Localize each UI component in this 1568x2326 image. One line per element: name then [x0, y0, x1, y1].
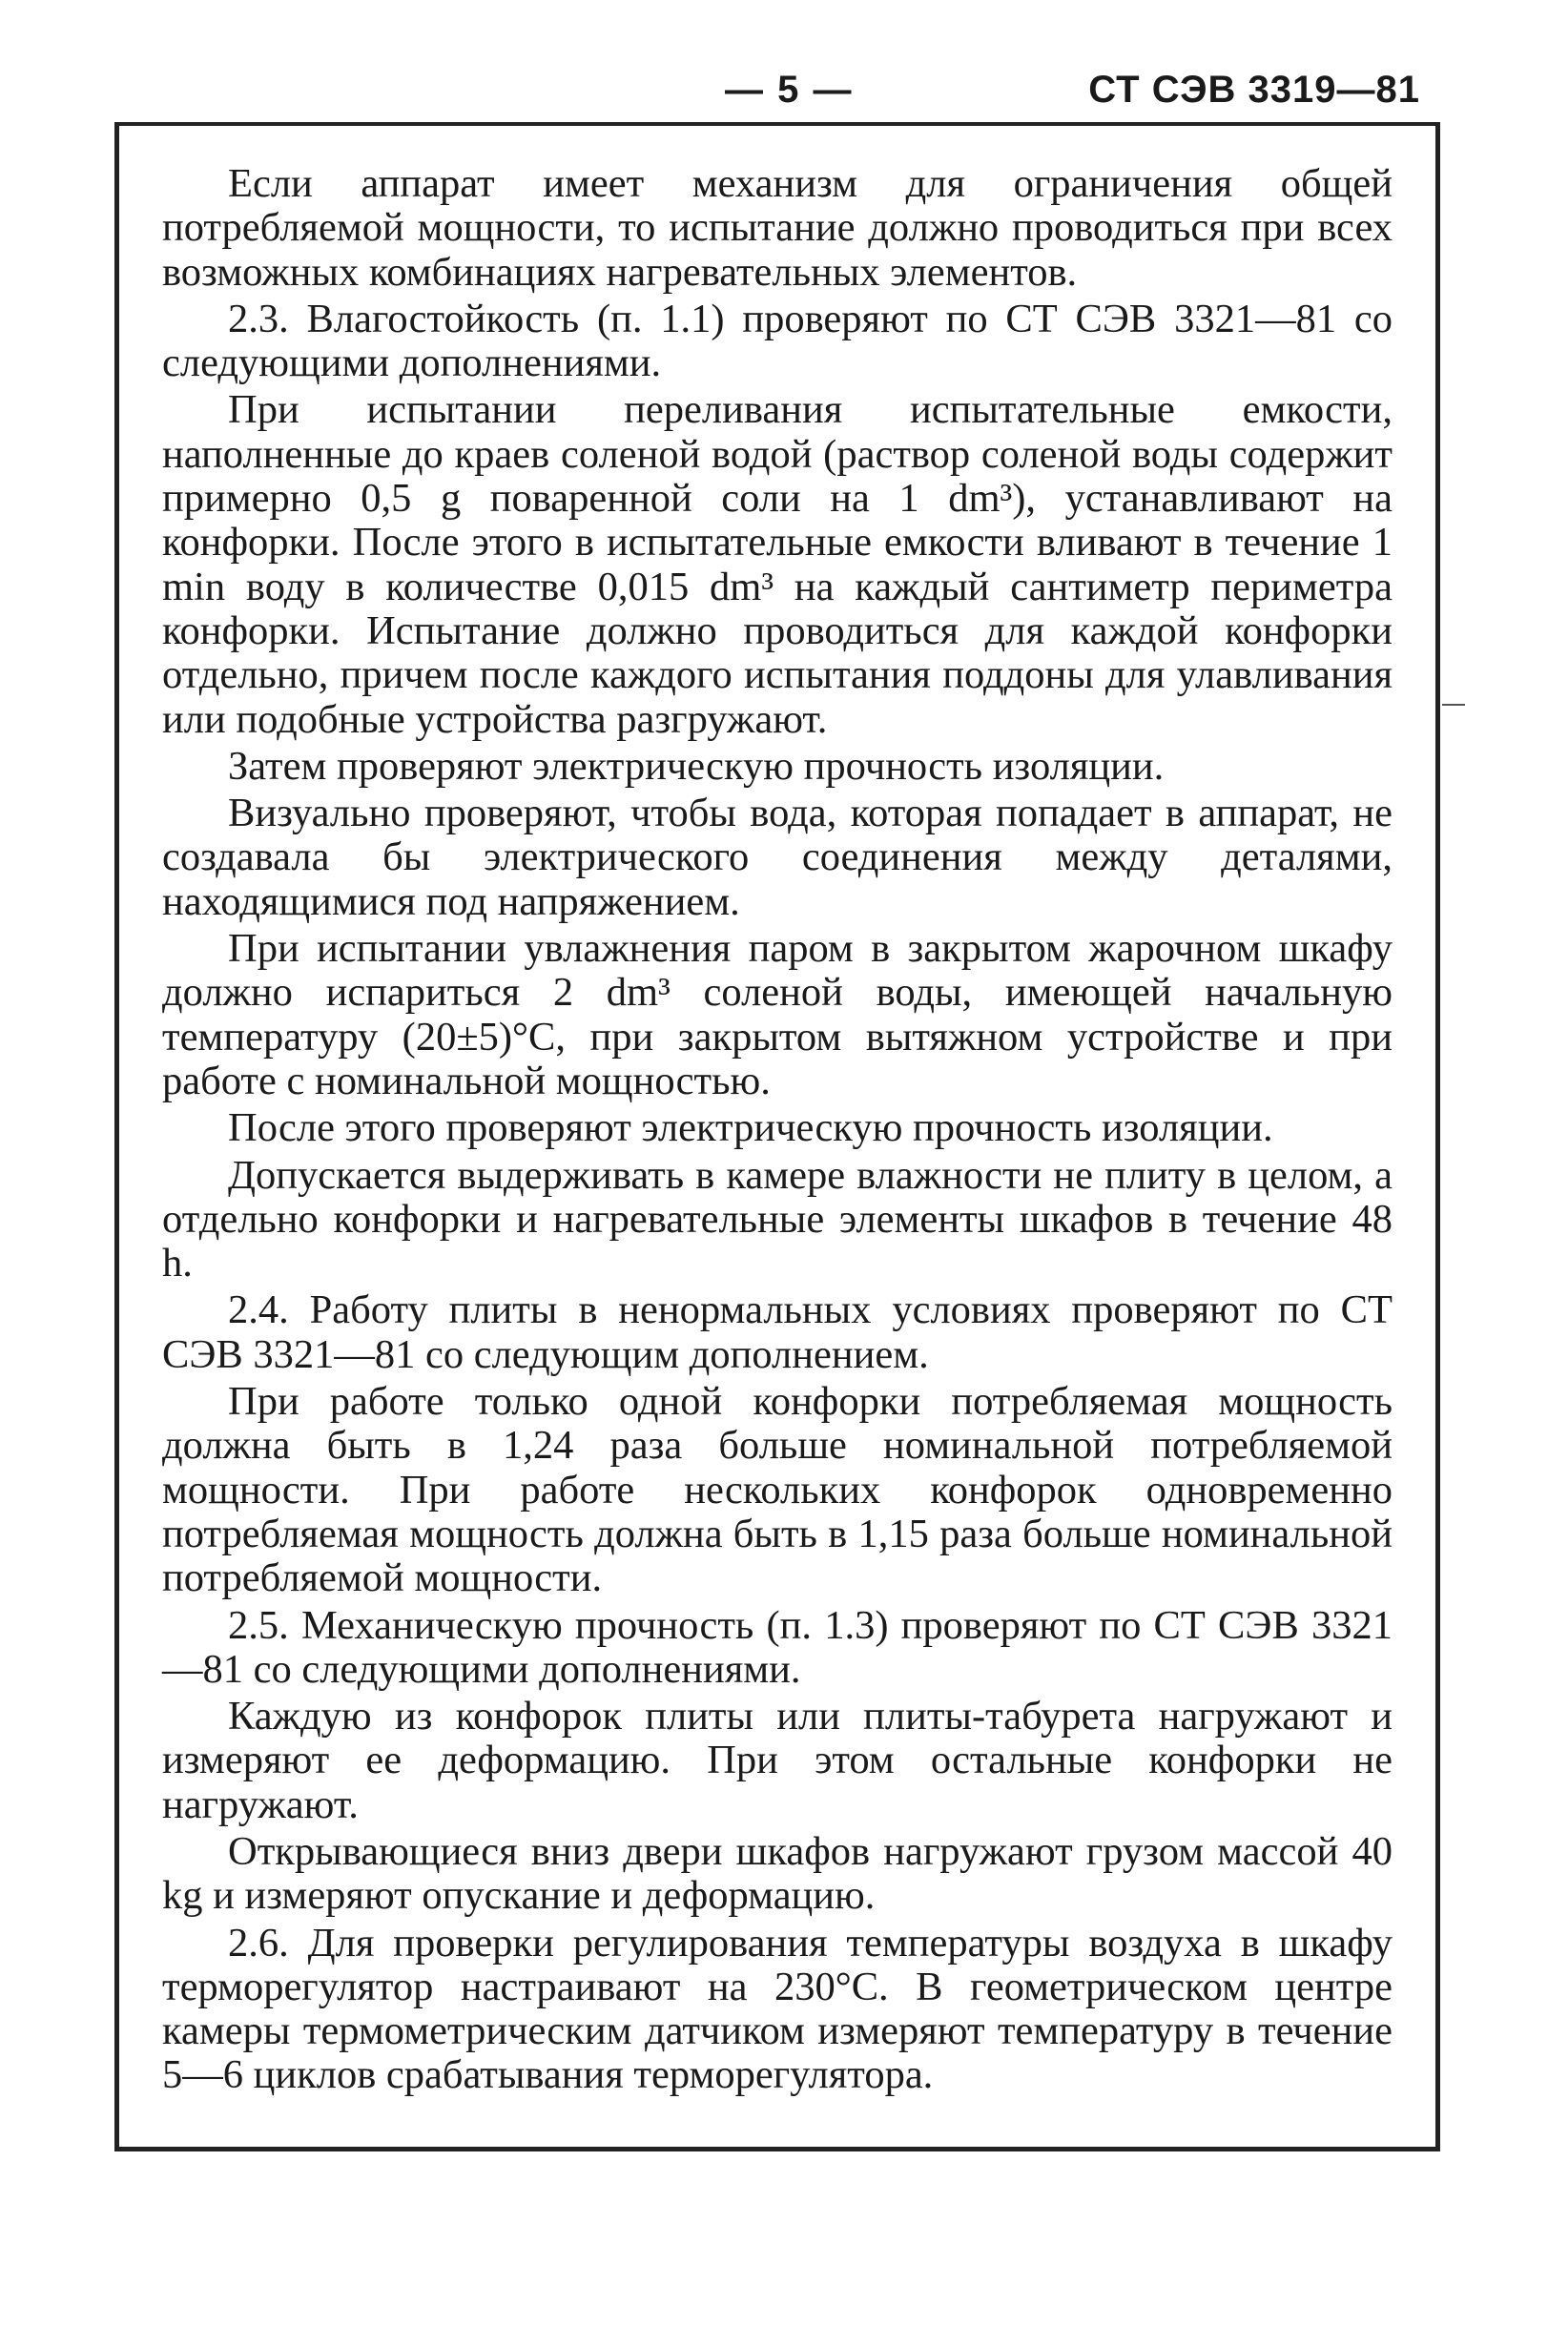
paragraph-2-3: 2.3. Влагостойкость (п. 1.1) проверяют по СТ СЭВ 3321—81 со следующими дополнениями.	[162, 296, 1393, 386]
paragraph: Визуально проверяют, чтобы вода, которая попадает в аппарат, не создавала бы электрического соединения между деталями, находящимися под напряжением.	[162, 791, 1393, 924]
paragraph: При испытании переливания испытательные емкости, наполненные до краев соленой водой (раствор соленой воды содержит примерно 0,5 g поваренной соли на 1 dm³), устанавливают на конфорки. После этого в испытательные емкости вливают в течение 1 min воду в количестве 0,015 dm³ на каждый сантиметр периметра конфорки. Испытание должно проводиться для каждой конфорки отдельно, причем после каждого испытания поддоны для улавливания или подобные устройства разгружают.	[162, 387, 1393, 742]
paragraph: При испытании увлажнения паром в закрытом жарочном шкафу должно испариться 2 dm³ соленой воды, имеющей начальную температуру (20±5)°С, при закрытом вытяжном устройстве и при работе с номинальной мощностью.	[162, 926, 1393, 1103]
paragraph: Каждую из конфорок плиты или плиты-табурета нагружают и измеряют ее деформацию. При этом остальные конфорки не нагружают.	[162, 1694, 1393, 1827]
document-code: СТ СЭВ 3319—81	[1088, 69, 1420, 111]
page-number: — 5 —	[725, 69, 854, 111]
margin-mark	[1442, 704, 1465, 706]
body-text	[162, 162, 1393, 2101]
paragraph-2-4: 2.4. Работу плиты в ненормальных условиях проверяют по СТ СЭВ 3321—81 со следующим дополнением.	[162, 1287, 1393, 1377]
paragraph: При работе только одной конфорки потребляемая мощность должна быть в 1,24 раза больше номинальной потребляемой мощности. При работе нескольких конфорок одновременно потребляемая мощность должна быть в 1,15 раза больше номинальной потребляемой мощности.	[162, 1379, 1393, 1601]
paragraph: Затем проверяют электрическую прочность изоляции.	[228, 743, 1165, 789]
paragraph-2-6: 2.6. Для проверки регулирования температуры воздуха в шкафу терморегулятор настраивают на 230°С. В геометрическом центре камеры термометрическим датчиком измеряют температуру в течение 5—6 циклов срабатывания терморегулятора.	[162, 1920, 1393, 2098]
paragraph: Допускается выдерживать в камере влажности не плиту в целом, а отдельно конфорки и нагревательные элементы шкафов в течение 48 h.	[162, 1152, 1393, 1287]
paragraph: После этого проверяют электрическую прочность изоляции.	[228, 1105, 1273, 1151]
paragraph: Если аппарат имеет механизм для ограничения общей потребляемой мощности, то испытание должно проводиться при всех возможных комбинациях нагревательных элементов.	[162, 161, 1393, 295]
paragraph-2-5: 2.5. Механическую прочность (п. 1.3) проверяют по СТ СЭВ 3321—81 со следующими дополнениями.	[162, 1602, 1393, 1692]
paragraph: Открывающиеся вниз двери шкафов нагружают грузом массой 40 kg и измеряют опускание и деформацию.	[162, 1828, 1393, 1919]
